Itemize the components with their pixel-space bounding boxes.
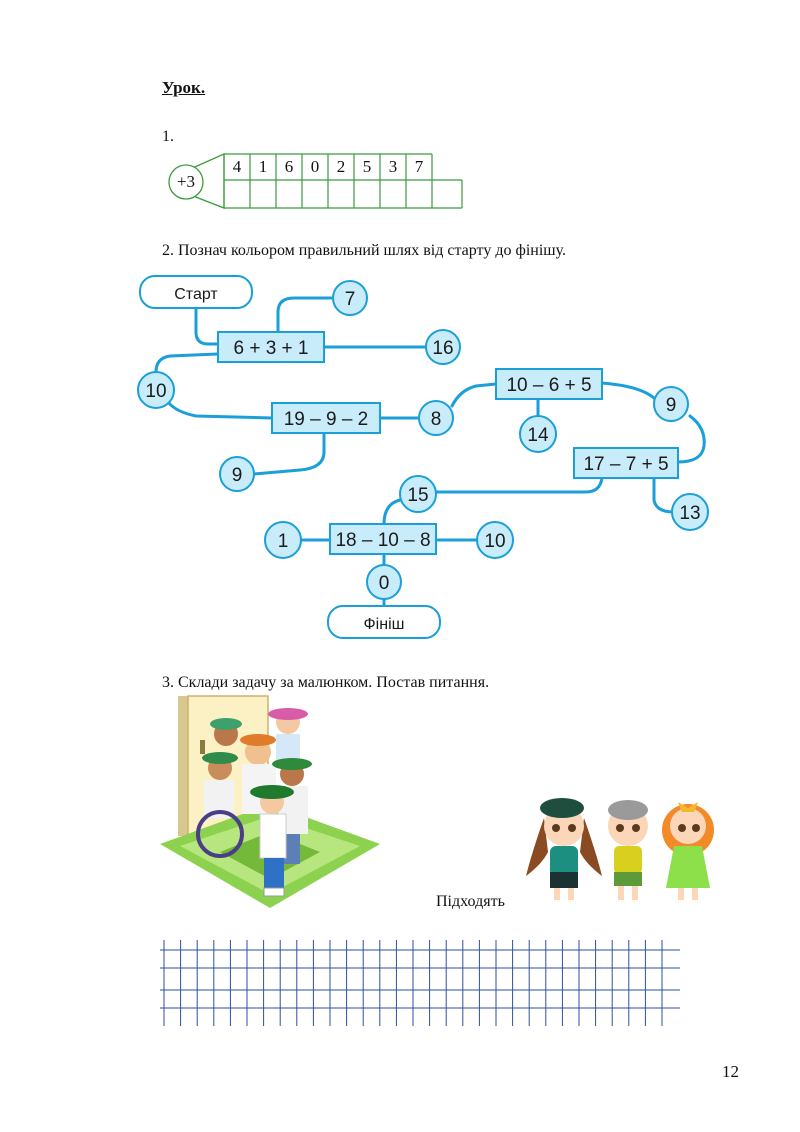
answer-text: 8 [430, 409, 442, 430]
answer-text: 1 [277, 531, 289, 552]
answer-text: 10 [145, 381, 167, 402]
expression-text: 18 – 10 – 8 [335, 530, 431, 551]
answer-text: 10 [484, 531, 506, 552]
lesson-title: Урок. [162, 78, 206, 97]
answer-text: 15 [407, 485, 429, 506]
answer-text: 7 [344, 289, 356, 310]
task1-number: 1. [162, 128, 174, 145]
expression-text: 17 – 7 + 5 [583, 454, 669, 475]
expression-text: 6 + 3 + 1 [233, 338, 309, 359]
answer-text: 9 [665, 395, 677, 416]
number-cell: 7 [414, 157, 424, 176]
number-cell: 6 [284, 157, 294, 176]
number-cell: 0 [310, 157, 320, 176]
start-label: Старт [174, 286, 218, 303]
answer-grid[interactable] [160, 938, 680, 1028]
task2-instruction: 2. Познач кольором правильний шлях від старту до фінішу. [162, 242, 566, 259]
expression-text: 10 – 6 + 5 [506, 375, 592, 396]
answer-text: 0 [378, 573, 390, 594]
answer-text: 13 [679, 503, 701, 524]
number-cell: 5 [362, 157, 372, 176]
illustration-three-kids [522, 792, 728, 908]
task3-instruction: 3. Склади задачу за малюнком. Постав питання. [162, 674, 490, 691]
number-cell: 2 [336, 157, 346, 176]
answer-text: 14 [527, 425, 549, 446]
illustration-people-door [160, 694, 386, 910]
finish-label: Фініш [363, 616, 405, 633]
operation-label: +3 [176, 172, 196, 191]
number-cell: 3 [388, 157, 398, 176]
page-number: 12 [722, 1062, 739, 1081]
expression-text: 19 – 9 – 2 [283, 409, 369, 430]
answer-text: 9 [231, 465, 243, 486]
number-cell: 1 [258, 157, 268, 176]
number-cell: 4 [232, 157, 242, 176]
answer-text: 16 [432, 338, 454, 359]
caption-approaching: Підходять [436, 893, 505, 910]
